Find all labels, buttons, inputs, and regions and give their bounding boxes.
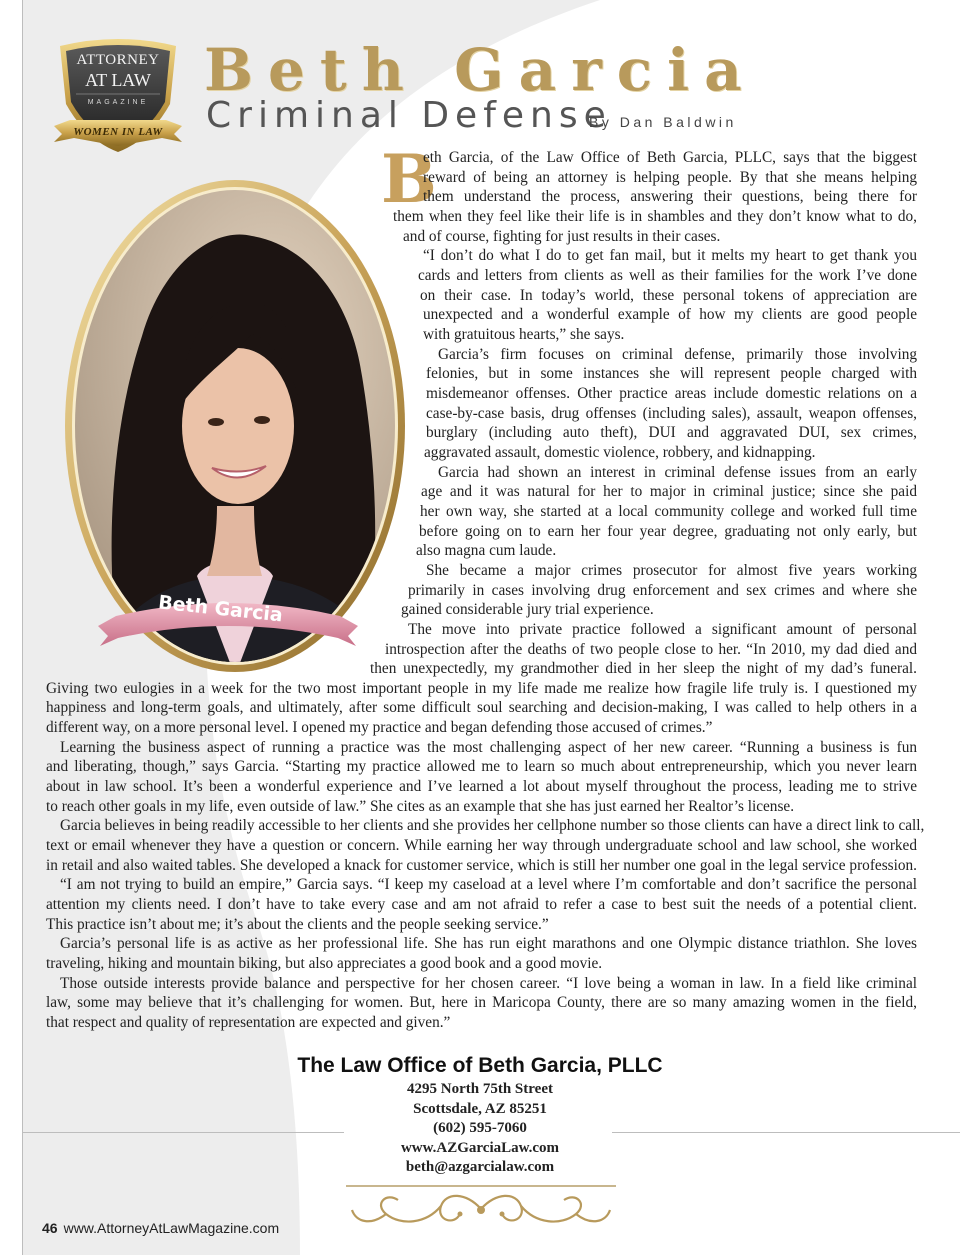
- footer-rule-left: [22, 1132, 344, 1133]
- body-line: them when they feel like their life is in shambles and they don’t know what to do,: [393, 207, 917, 225]
- body-line: Garcia believes in being readily accessible to her clients and she provides her cellphone number so those clients can have a direct link to call,: [60, 817, 925, 835]
- badge-line-1: ATTORNEY: [76, 52, 160, 68]
- body-line: Garcia had shown an interest in criminal defense issues from an early: [438, 463, 917, 481]
- body-line: with gratuitous hearts,” she says.: [423, 325, 625, 343]
- body-line: in retail and also waited tables. She developed a knack for customer service, which is still her number one goal in the legal service profession.: [46, 856, 917, 874]
- portrait-caption: Beth Garcia: [157, 591, 284, 627]
- city-state-zip: Scottsdale, AZ 85251: [413, 1100, 547, 1117]
- body-line: primarily in cases involving drug enforcement and sex crimes and where she: [408, 581, 917, 599]
- body-line: them understand the process, answering their questions, being there for: [423, 188, 917, 206]
- byline: By Dan Baldwin: [589, 114, 737, 130]
- body-line: case-by-case basis, drug offenses (including sales), assault, weapon offenses,: [426, 404, 917, 422]
- body-line: reward of being an attorney is helping people. By that she means helping: [423, 168, 917, 186]
- body-line: eth Garcia, of the Law Office of Beth Garcia, PLLC, says that the biggest: [423, 149, 917, 166]
- website-link[interactable]: www.AZGarciaLaw.com: [400, 1139, 560, 1156]
- body-line: law, some may believe that it’s challenging for women. But, here in Maricopa County, there are so many amazing women in the field,: [46, 994, 917, 1012]
- body-line: “I am not trying to build an empire,” Garcia says. “I keep my caseload at a level where I’m comfortable and don’t sacrifice the personal: [60, 876, 917, 894]
- body-line: aggravated assault, domestic violence, robbery, and kidnapping.: [424, 443, 816, 461]
- body-line: The move into private practice followed a significant amount of personal: [408, 620, 917, 638]
- body-line: and of course, fighting for just results in their cases.: [403, 227, 721, 245]
- page-footer: [42, 1220, 279, 1236]
- street-address: 4295 North 75th Street: [407, 1081, 553, 1097]
- firm-name: The Law Office of Beth Garcia, PLLC: [297, 1054, 663, 1077]
- magazine-website[interactable]: www.AttorneyAtLawMagazine.com: [63, 1220, 280, 1236]
- phone-number[interactable]: (602) 595-7060: [433, 1120, 527, 1137]
- body-line: Learning the business aspect of running a practice was the most challenging aspect of her new career. “Running a business is fun: [60, 738, 917, 756]
- body-line: then unexpectedly, my grandmother died in her sleep the night of my dad’s funeral.: [370, 660, 917, 678]
- body-line: attention my clients need. I don’t have to take every case and am not afraid to refer a case to best suit the needs of a potential client.: [46, 896, 917, 914]
- body-line: that respect and quality of representation are expected and given.”: [46, 1014, 451, 1032]
- drop-cap: B: [381, 140, 437, 218]
- badge-ribbon-text: WOMEN IN LAW: [73, 126, 163, 138]
- body-line: happiness and long-term goals, and ultimately, after some difficult soul searching and decision-making, I was called to help others in a: [46, 699, 917, 717]
- article-title: Beth Garcia: [204, 36, 757, 104]
- contact-block: [0, 1052, 960, 1178]
- body-line: to reach other goals in my life, even outside of law.” She cites as an example that she has just earned her Realtor’s license.: [46, 797, 795, 815]
- body-line: traveling, hiking and mountain biking, but also appreciates a good book and a good movie.: [46, 955, 603, 973]
- body-line: unexpected and a wonderful example of how my clients are good people: [423, 306, 917, 324]
- body-line: Garcia’s personal life is as active as her professional life. She has run eight marathons and one Olympic distance triathlon. She loves: [60, 935, 917, 953]
- body-line: burglary (including auto theft), DUI and aggravated DUI, sex crimes,: [426, 424, 917, 442]
- body-line: text or email whenever they have a question or concern. While earning her way through undergraduate school and law school, she worked: [46, 837, 917, 855]
- body-line: her own way, she started at a local community college and worked full time: [420, 502, 917, 520]
- body-line: introspection after the deaths of two people close to her. “In 2010, my dad died and: [385, 640, 917, 658]
- body-line: different way, on a more personal level. I opened my practice and began defending those accused of crimes.”: [46, 719, 713, 737]
- body-line: gained considerable jury trial experience.: [401, 601, 654, 619]
- body-line: This practice isn’t about me; it’s about the clients and the people seeking service.”: [46, 915, 549, 933]
- body-line: age and it was natural for her to major in criminal justice; since she paid: [421, 483, 917, 501]
- body-line: also magna cum laude.: [416, 542, 557, 560]
- body-line: “I don’t do what I do to get fan mail, but it melts my heart to get thank you: [423, 247, 917, 265]
- flourish-ornament-icon: [346, 1184, 616, 1234]
- badge-line-2: AT LAW: [85, 70, 151, 90]
- badge-line-3: MAGAZINE: [87, 99, 149, 106]
- body-line: cards and letters from clients as well as their families for the work I’ve done: [418, 266, 917, 284]
- body-line: Giving two eulogies in a week for the two most important people in my life made me realize how fragile life truly is. I questioned my: [46, 679, 917, 697]
- page-number: 46: [42, 1220, 58, 1236]
- body-line: and liberating, though,” says Garcia. “Starting my practice allowed me to learn so much about entrepreneurship, which you never learn: [46, 758, 917, 776]
- body-line: about in law school. It’s been a wonderful experience and I’ve learned a lot about myself throughout the process, leading me to strive: [46, 778, 917, 796]
- body-line: before going on to earn her four year degree, graduating not only early, but: [419, 522, 917, 540]
- article-subtitle: Criminal Defense: [206, 95, 612, 136]
- body-line: felonies, but in some instances she will represent people charged with: [426, 365, 917, 383]
- body-line: on their case. In today’s world, these personal tokens of appreciation are: [420, 286, 917, 304]
- body-line: misdemeanor offenses. Other practice areas include domestic relations on a: [426, 384, 917, 402]
- body-line: Garcia’s firm focuses on criminal defense, primarily those involving: [438, 345, 917, 363]
- body-line: She became a major crimes prosecutor for almost five years working: [426, 561, 917, 579]
- email-link[interactable]: beth@azgarcialaw.com: [405, 1159, 555, 1176]
- footer-rule-right: [612, 1132, 960, 1133]
- body-line: Those outside interests provide balance and perspective for her chosen career. “I love being a woman in law. In a field like criminal: [60, 974, 917, 992]
